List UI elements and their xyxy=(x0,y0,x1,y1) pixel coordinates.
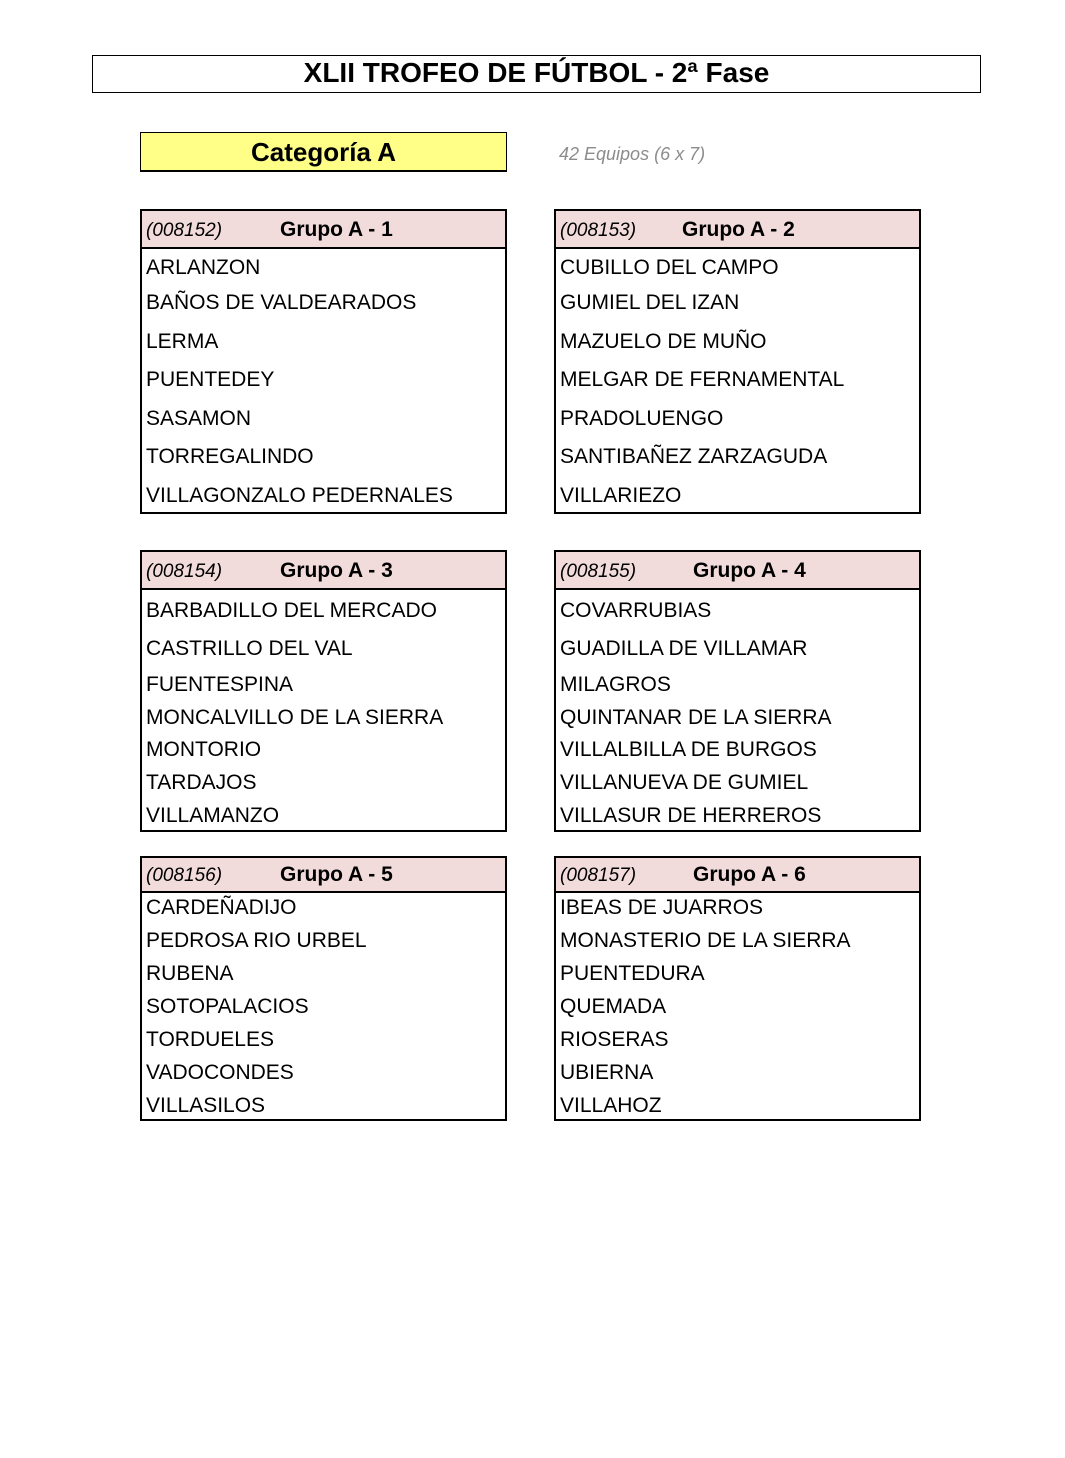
team-item: SOTOPALACIOS xyxy=(146,995,309,1018)
group-header xyxy=(556,211,919,249)
group-code: (008155) xyxy=(560,561,637,582)
team-item: SANTIBAÑEZ ZARZAGUDA xyxy=(560,445,828,468)
team-item: VILLASILOS xyxy=(146,1094,266,1117)
team-item: CARDEÑADIJO xyxy=(146,896,297,919)
team-item: VILLARIEZO xyxy=(560,484,682,507)
team-item: SASAMON xyxy=(146,407,252,430)
team-item: TARDAJOS xyxy=(146,771,257,794)
group-code: (008153) xyxy=(560,220,637,241)
group-code: (008152) xyxy=(146,220,223,241)
group-title: Grupo A - 4 xyxy=(693,559,806,582)
group-code: (008157) xyxy=(560,865,637,886)
team-item: VADOCONDES xyxy=(146,1061,294,1084)
group-header xyxy=(556,858,919,893)
team-item: LERMA xyxy=(146,330,219,353)
team-item: VILLALBILLA DE BURGOS xyxy=(560,738,817,761)
team-item: BAÑOS DE VALDEARADOS xyxy=(146,291,417,314)
team-item: FUENTESPINA xyxy=(146,673,294,696)
group-title: Grupo A - 2 xyxy=(682,218,795,241)
group-a5 xyxy=(140,856,507,1121)
group-title: Grupo A - 5 xyxy=(280,863,393,886)
team-item: BARBADILLO DEL MERCADO xyxy=(146,599,437,622)
group-header xyxy=(142,858,505,893)
team-item: MELGAR DE FERNAMENTAL xyxy=(560,368,845,391)
team-item: IBEAS DE JUARROS xyxy=(560,896,764,919)
group-a4 xyxy=(554,550,921,832)
group-a1 xyxy=(140,209,507,514)
team-item: GUADILLA DE VILLAMAR xyxy=(560,637,808,660)
team-item: VILLANUEVA DE GUMIEL xyxy=(560,771,809,794)
team-item: TORREGALINDO xyxy=(146,445,314,468)
team-item: CUBILLO DEL CAMPO xyxy=(560,256,779,279)
team-item: VILLAGONZALO PEDERNALES xyxy=(146,484,453,507)
group-header xyxy=(142,211,505,249)
team-item: PEDROSA RIO URBEL xyxy=(146,929,367,952)
team-item: QUEMADA xyxy=(560,995,667,1018)
team-item: MONASTERIO DE LA SIERRA xyxy=(560,929,851,952)
team-item: MAZUELO DE MUÑO xyxy=(560,330,767,353)
group-header xyxy=(556,552,919,590)
group-code: (008156) xyxy=(146,865,223,886)
team-item: COVARRUBIAS xyxy=(560,599,712,622)
team-item: VILLAMANZO xyxy=(146,804,280,827)
teams-count-note: 42 Equipos (6 x 7) xyxy=(559,144,706,164)
team-item: PRADOLUENGO xyxy=(560,407,724,430)
group-title: Grupo A - 6 xyxy=(693,863,806,886)
team-item: UBIERNA xyxy=(560,1061,654,1084)
team-item: RUBENA xyxy=(146,962,234,985)
team-item: QUINTANAR DE LA SIERRA xyxy=(560,706,832,729)
team-item: ARLANZON xyxy=(146,256,261,279)
team-item: CASTRILLO DEL VAL xyxy=(146,637,353,660)
team-item: VILLASUR DE HERREROS xyxy=(560,804,822,827)
group-title: Grupo A - 3 xyxy=(280,559,393,582)
group-a3 xyxy=(140,550,507,832)
group-title: Grupo A - 1 xyxy=(280,218,393,241)
team-item: PUENTEDURA xyxy=(560,962,705,985)
group-a2 xyxy=(554,209,921,514)
team-item: MONCALVILLO DE LA SIERRA xyxy=(146,706,444,729)
group-code: (008154) xyxy=(146,561,223,582)
group-a6 xyxy=(554,856,921,1121)
team-item: PUENTEDEY xyxy=(146,368,275,391)
team-item: MONTORIO xyxy=(146,738,262,761)
group-header xyxy=(142,552,505,590)
team-item: MILAGROS xyxy=(560,673,671,696)
team-item: TORDUELES xyxy=(146,1028,274,1051)
team-item: RIOSERAS xyxy=(560,1028,669,1051)
team-item: VILLAHOZ xyxy=(560,1094,662,1117)
team-item: GUMIEL DEL IZAN xyxy=(560,291,740,314)
document-title: XLII TROFEO DE FÚTBOL - 2ª Fase xyxy=(92,55,981,93)
category-label: Categoría A xyxy=(140,132,507,172)
